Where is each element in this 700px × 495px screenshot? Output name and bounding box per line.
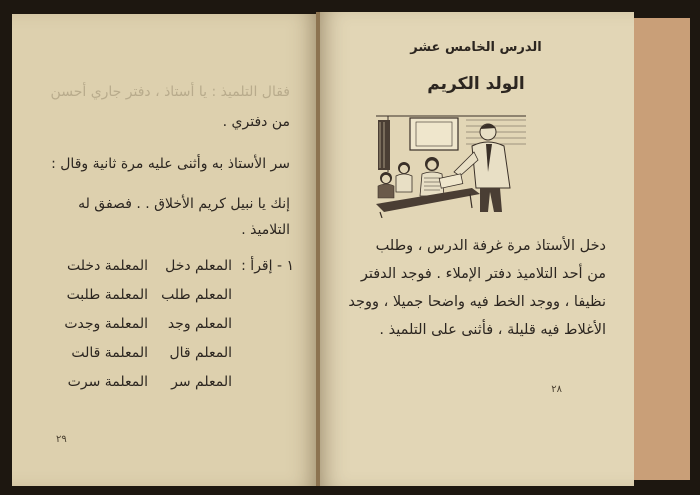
col-fem-2: المعلمة طلبت	[66, 287, 148, 303]
page-number-left: ٢٩	[56, 434, 67, 445]
faded-line-1: فقال التلميذ : يا أستاذ ، دفتر جاري أحسن	[50, 84, 290, 100]
col-masc-3: المعلم وجد	[167, 316, 232, 332]
col-fem-5: المعلمة سرت	[67, 374, 148, 390]
col-masc-2: المعلم طلب	[161, 287, 232, 303]
col-masc-5: المعلم سر	[171, 374, 232, 390]
paragraph-line-3: نظيفا ، ووجد الخط فيه واضحا جميلا ، ووجد	[348, 294, 606, 310]
col-fem-1: المعلمة دخلت	[67, 258, 148, 274]
col-masc-4: المعلم قال	[169, 345, 232, 361]
col-masc-1: المعلم دخل	[165, 258, 232, 274]
paragraph-line-2: من أحد التلاميذ دفتر الإملاء . فوجد الدفتر	[360, 266, 606, 282]
paragraph-line-4: الأغلاط فيه قليلة ، فأثنى على التلميذ .	[379, 322, 606, 338]
lesson-title: الولد الكريم	[427, 74, 525, 94]
lesson-number: الدرس الخامس عشر	[410, 40, 542, 55]
text-line-3: التلاميذ .	[241, 222, 290, 238]
left-page	[12, 14, 318, 486]
text-line-2: إنك يا نبيل كريم الأخلاق . . فصفق له	[78, 196, 290, 212]
col-fem-4: المعلمة قالت	[71, 345, 148, 361]
right-page	[318, 12, 634, 486]
col-fem-3: المعلمة وجدت	[64, 316, 148, 332]
paragraph-line-1: دخل الأستاذ مرة غرفة الدرس ، وطلب	[375, 238, 606, 254]
exercise-label: ١ - إقرأ :	[241, 258, 294, 274]
text-line-1: سر الأستاذ به وأثنى عليه مرة ثانية وقال :	[51, 156, 290, 172]
book-spine	[316, 12, 320, 486]
page-edge	[630, 18, 690, 480]
page-number-right: ٢٨	[551, 384, 562, 395]
faded-line-2: من دفتري .	[222, 114, 290, 130]
classroom-illustration	[376, 112, 526, 218]
